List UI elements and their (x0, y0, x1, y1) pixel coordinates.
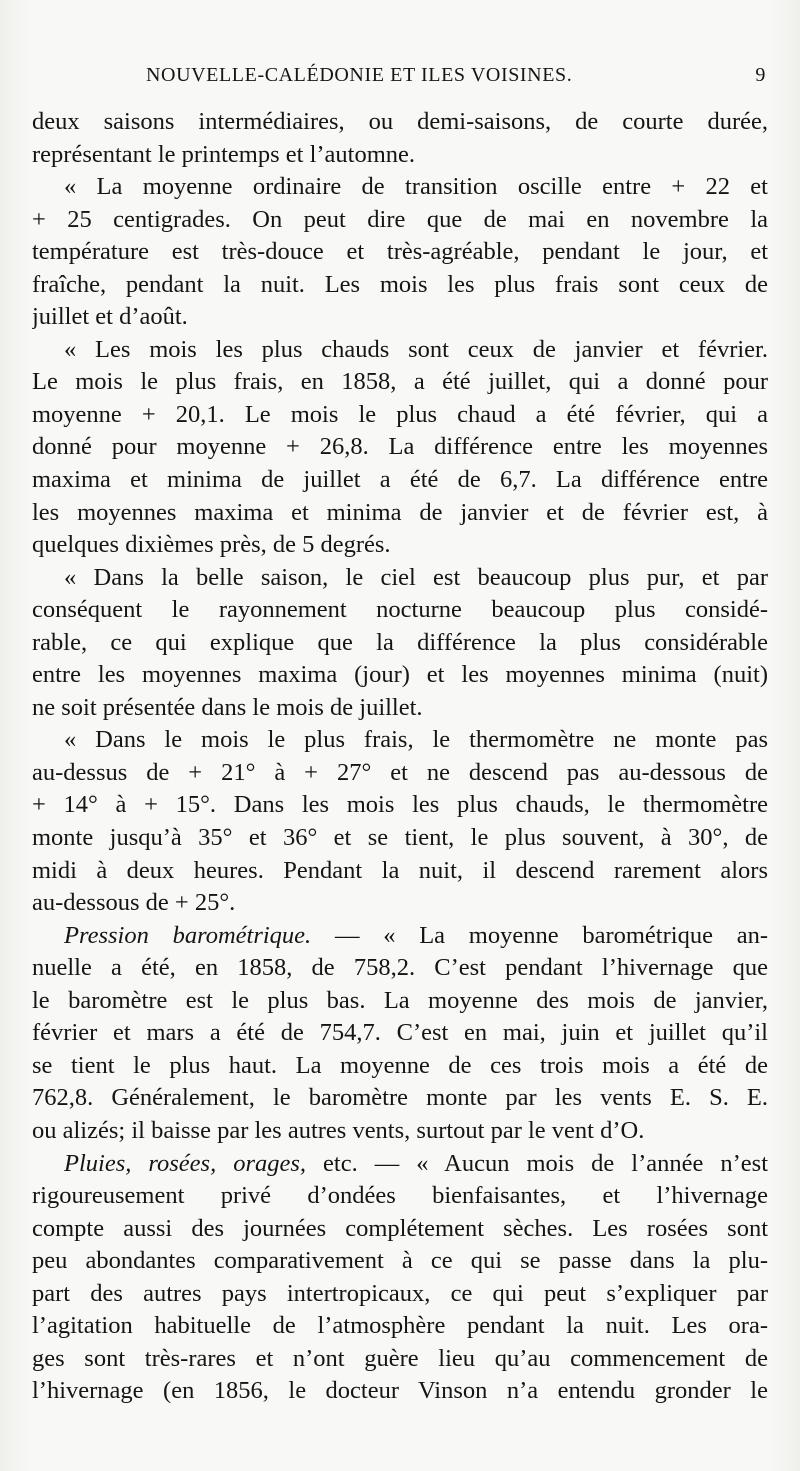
line-text: juillet et d’août. (32, 303, 188, 331)
line-text: « La moyenne ordinaire de transition oscille entre + 22 et (64, 173, 768, 201)
italic-heading: Pression barométrique. (64, 921, 312, 949)
page-number: 9 (755, 64, 766, 86)
text-line (32, 464, 768, 497)
line-text: peu abondantes comparativement à ce qui se passe dans la plu- (32, 1247, 768, 1275)
line-text: etc. — « Aucun mois de l’année n’est (306, 1149, 768, 1177)
text-line (32, 139, 768, 172)
text-line (32, 659, 768, 692)
line-text: fraîche, pendant la nuit. Les mois les plus frais sont ceux de (32, 270, 768, 298)
line-text: « Les mois les plus chauds sont ceux de janvier et février. (64, 335, 768, 363)
line-text: quelques dixièmes près, de 5 degrés. (32, 531, 391, 559)
line-text: part des autres pays intertropicaux, ce qui peut s’expliquer par (32, 1279, 768, 1307)
line-text: représentant le printemps et l’automne. (32, 140, 416, 168)
text-line (32, 1180, 768, 1213)
line-text: température est très-douce et très-agréable, pendant le jour, et (32, 238, 768, 266)
line-text: l’agitation habituelle de l’atmosphère pendant la nuit. Les ora- (32, 1312, 768, 1340)
text-line (32, 399, 768, 432)
line-text: février et mars a été de 754,7. C’est en mai, juin et juillet qu’il (32, 1019, 768, 1047)
text-line (32, 952, 768, 985)
line-text: compte aussi des journées complétement sèches. Les rosées sont (32, 1214, 768, 1242)
text-line (32, 529, 768, 562)
text-line (32, 171, 768, 204)
text-line (32, 724, 768, 757)
line-text: rigoureusement privé d’ondées bienfaisantes, et l’hivernage (32, 1182, 768, 1210)
text-line (32, 757, 768, 790)
text-line (32, 1050, 768, 1083)
line-text: se tient le plus haut. La moyenne de ces trois mois a été de (32, 1051, 768, 1079)
body-text (32, 106, 768, 1408)
line-text: Le mois le plus frais, en 1858, a été juillet, qui a donné pour (32, 368, 768, 396)
text-line (32, 269, 768, 302)
line-text: l’hivernage (en 1856, le docteur Vinson n’a entendu gronder le (32, 1377, 768, 1405)
text-line (32, 692, 768, 725)
text-line (32, 887, 768, 920)
line-text: les moyennes maxima et minima de janvier et de février est, à (32, 498, 768, 526)
text-line (32, 204, 768, 237)
line-text: midi à deux heures. Pendant la nuit, il descend rarement alors (32, 856, 768, 884)
line-text: « Dans le mois le plus frais, le thermomètre ne monte pas (64, 726, 768, 754)
line-text: ou alizés; il baisse par les autres vents, surtout par le vent d’O. (32, 1116, 645, 1144)
line-text: rable, ce qui explique que la différence la plus considérable (32, 628, 768, 656)
text-line (32, 920, 768, 953)
page-header (140, 64, 766, 94)
text-line (32, 1375, 768, 1408)
text-line (32, 1343, 768, 1376)
italic-heading: Pluies, rosées, orages, (64, 1149, 307, 1177)
text-line (32, 334, 768, 367)
line-text: « Dans la belle saison, le ciel est beaucoup plus pur, et par (64, 563, 768, 591)
text-line (32, 431, 768, 464)
running-title: NOUVELLE-CALÉDONIE ET ILES VOISINES. (146, 64, 573, 86)
text-line (32, 1310, 768, 1343)
line-text: moyenne + 20,1. Le mois le plus chaud a été février, qui a (32, 400, 768, 428)
line-text: deux saisons intermédiaires, ou demi-saisons, de courte durée, (32, 108, 768, 135)
text-line (32, 1115, 768, 1148)
line-text: nuelle a été, en 1858, de 758,2. C’est pendant l’hivernage que (32, 954, 768, 982)
line-text: monte jusqu’à 35° et 36° et se tient, le plus souvent, à 30°, de (32, 824, 768, 852)
line-text: + 14° à + 15°. Dans les mois les plus chauds, le thermomètre (32, 791, 768, 819)
text-line (32, 497, 768, 530)
line-text: le baromètre est le plus bas. La moyenne des mois de janvier, (32, 986, 768, 1014)
text-line (32, 1213, 768, 1246)
line-text: + 25 centigrades. On peut dire que de mai en novembre la (32, 205, 768, 233)
text-line (32, 1245, 768, 1278)
line-text: au-dessous de + 25°. (32, 889, 236, 917)
line-text: — « La moyenne barométrique an- (311, 921, 768, 949)
line-text: maxima et minima de juillet a été de 6,7. La différence entre (32, 466, 768, 494)
text-line (32, 1082, 768, 1115)
line-text: 762,8. Généralement, le baromètre monte par les vents E. S. E. (32, 1084, 768, 1112)
text-line (32, 366, 768, 399)
line-text: entre les moyennes maxima (jour) et les moyennes minima (nuit) (32, 661, 768, 689)
line-text: au-dessus de + 21° à + 27° et ne descend pas au-dessous de (32, 758, 768, 786)
text-line (32, 594, 768, 627)
line-text: donné pour moyenne + 26,8. La différence entre les moyennes (32, 433, 768, 461)
text-line (32, 106, 768, 139)
text-line (32, 855, 768, 888)
line-text: conséquent le rayonnement nocturne beaucoup plus considé- (32, 596, 768, 624)
text-line (32, 562, 768, 595)
text-line (32, 822, 768, 855)
text-line (32, 1148, 768, 1181)
text-line (32, 236, 768, 269)
line-text: ges sont très-rares et n’ont guère lieu qu’au commencement de (32, 1344, 768, 1372)
text-line (32, 789, 768, 822)
text-line (32, 1017, 768, 1050)
text-line (32, 1278, 768, 1311)
line-text: ne soit présentée dans le mois de juillet. (32, 693, 423, 721)
text-line (32, 627, 768, 660)
text-line (32, 985, 768, 1018)
text-line (32, 301, 768, 334)
